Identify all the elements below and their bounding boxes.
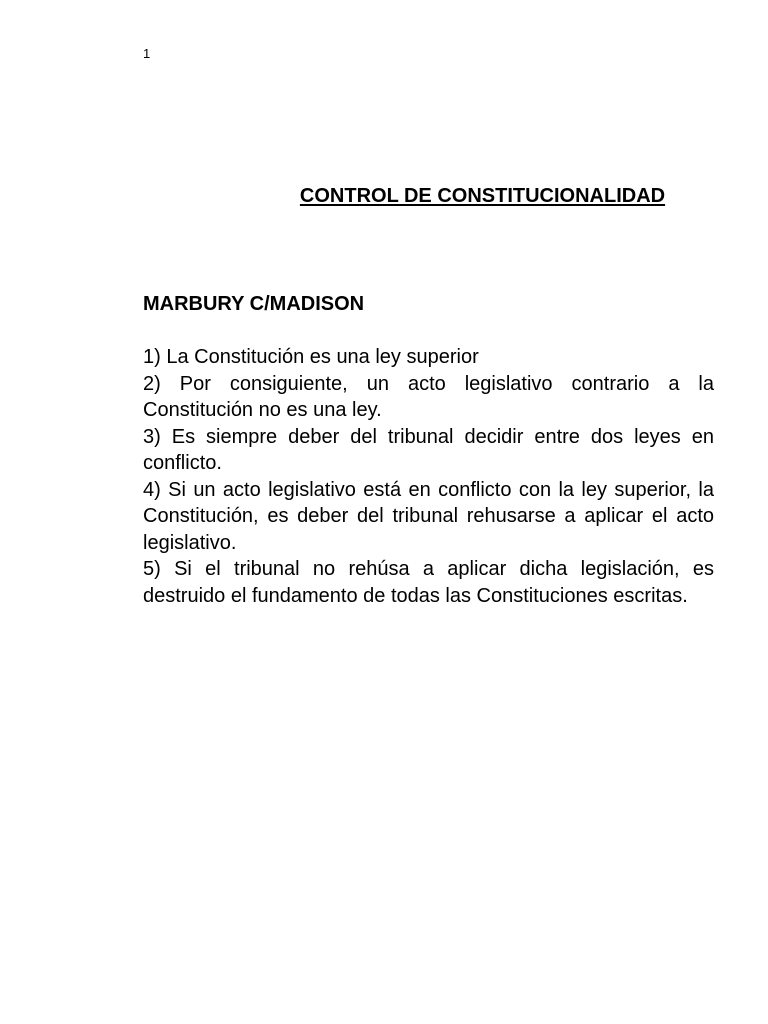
point-item-5: 5) Si el tribunal no rehúsa a aplicar dicha legislación, es destruido el fundamento de todas las Constituciones escritas. bbox=[143, 558, 714, 607]
point-item-3: 3) Es siempre deber del tribunal decidir entre dos leyes en conflicto. bbox=[143, 425, 714, 474]
point-item-4: 4) Si un acto legislativo está en conflicto con la ley superior, la Constitución, es deber del tribunal rehusarse a aplicar el acto legislativo. bbox=[143, 478, 714, 554]
point-item-2: 2) Por consiguiente, un acto legislativo contrario a la Constitución no es una ley. bbox=[143, 372, 714, 421]
case-heading: MARBURY C/MADISON bbox=[143, 293, 365, 315]
points-list bbox=[143, 344, 714, 609]
point-item-1: 1) La Constitución es una ley superior bbox=[143, 346, 479, 368]
document-title: CONTROL DE CONSTITUCIONALIDAD bbox=[299, 185, 666, 207]
page-number: 1 bbox=[143, 46, 151, 61]
